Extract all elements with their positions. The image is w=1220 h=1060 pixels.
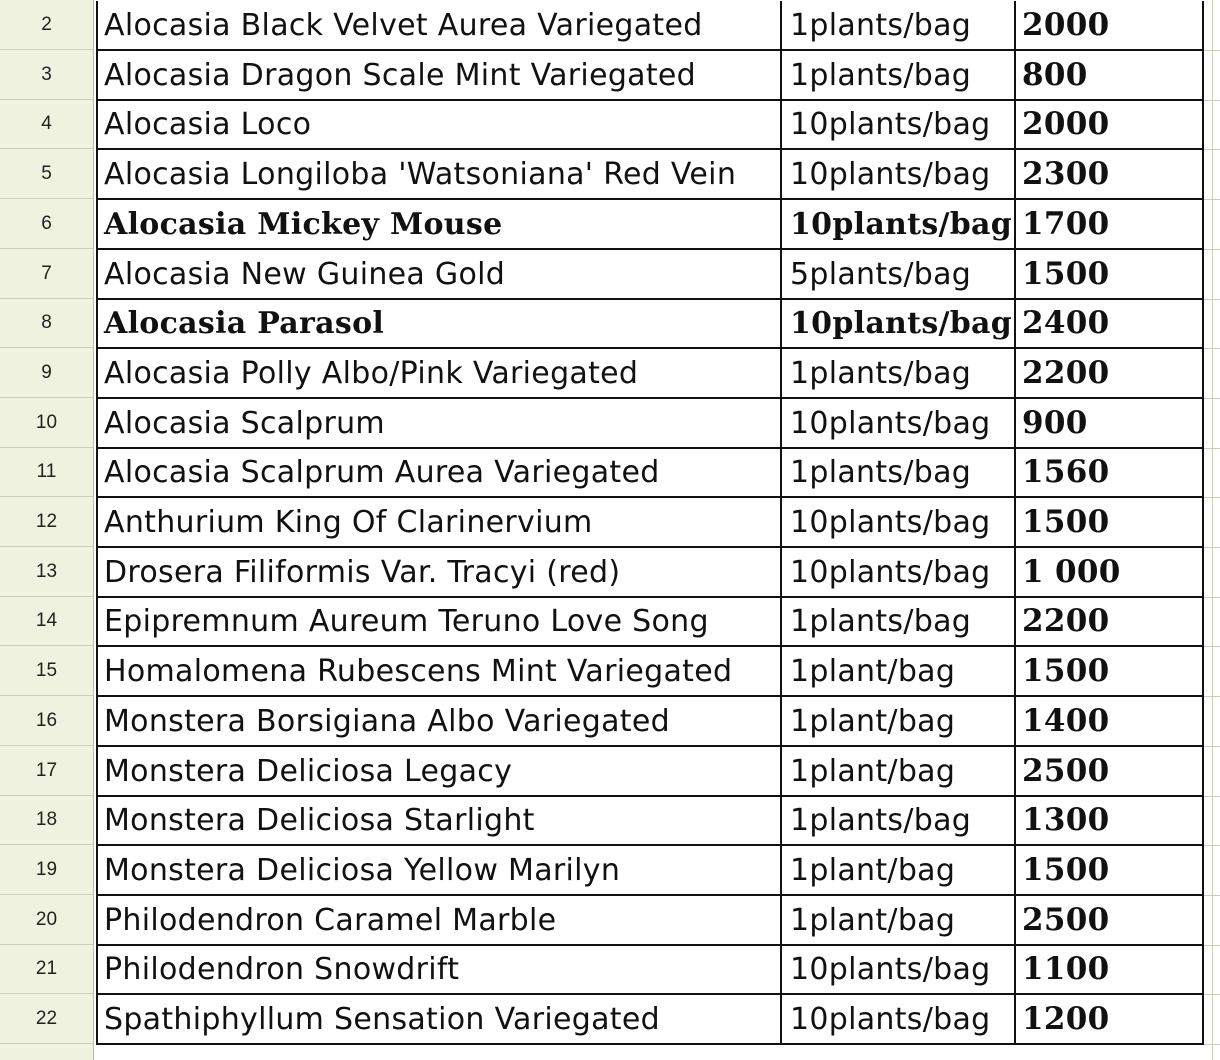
- table-row: [96, 747, 1204, 797]
- price-cell[interactable]: 2500: [1016, 747, 1204, 797]
- price-cell[interactable]: 1500: [1016, 846, 1204, 896]
- table-row: [96, 250, 1204, 300]
- row-number[interactable]: 20: [0, 896, 93, 945]
- table-row: [96, 448, 1204, 498]
- price-cell[interactable]: 2200: [1016, 349, 1204, 399]
- table-row: [96, 597, 1204, 647]
- quantity-cell[interactable]: 1plant/bag: [782, 747, 1016, 797]
- quantity-cell[interactable]: 10plants/bag: [782, 498, 1016, 548]
- row-number[interactable]: 6: [0, 200, 93, 249]
- plant-name-cell[interactable]: Monstera Deliciosa Yellow Marilyn: [96, 846, 782, 896]
- quantity-cell[interactable]: 10plants/bag: [782, 200, 1016, 250]
- price-cell[interactable]: 2500: [1016, 896, 1204, 946]
- plant-name-cell[interactable]: Alocasia Longiloba 'Watsoniana' Red Vein: [96, 150, 782, 200]
- row-number[interactable]: 8: [0, 299, 93, 348]
- plant-name-cell[interactable]: Alocasia Black Velvet Aurea Variegated: [96, 1, 782, 51]
- row-number[interactable]: 13: [0, 548, 93, 597]
- row-number[interactable]: 5: [0, 150, 93, 199]
- quantity-cell[interactable]: 1plants/bag: [782, 51, 1016, 101]
- row-number[interactable]: 22: [0, 995, 93, 1044]
- row-number[interactable]: 17: [0, 747, 93, 796]
- table-row: [96, 51, 1204, 101]
- price-cell[interactable]: 1100: [1016, 945, 1204, 995]
- table-row: [96, 697, 1204, 747]
- price-cell[interactable]: 900: [1016, 399, 1204, 449]
- price-cell[interactable]: 1400: [1016, 697, 1204, 747]
- price-cell[interactable]: 2300: [1016, 150, 1204, 200]
- row-number[interactable]: 16: [0, 697, 93, 746]
- plant-name-cell[interactable]: Alocasia Scalprum Aurea Variegated: [96, 448, 782, 498]
- quantity-cell[interactable]: 1plants/bag: [782, 597, 1016, 647]
- quantity-cell[interactable]: 10plants/bag: [782, 548, 1016, 598]
- plant-name-cell[interactable]: Alocasia Mickey Mouse: [96, 200, 782, 250]
- price-cell[interactable]: 1560: [1016, 448, 1204, 498]
- price-cell[interactable]: 2000: [1016, 100, 1204, 150]
- plant-name-cell[interactable]: Monstera Deliciosa Starlight: [96, 796, 782, 846]
- table-row: [96, 349, 1204, 399]
- row-header-column: [0, 0, 94, 1060]
- row-number[interactable]: 18: [0, 796, 93, 845]
- price-cell[interactable]: 1500: [1016, 498, 1204, 548]
- table-row: [96, 150, 1204, 200]
- price-cell[interactable]: 1500: [1016, 250, 1204, 300]
- row-number[interactable]: 15: [0, 647, 93, 696]
- table-row: [96, 846, 1204, 896]
- table-row: [96, 896, 1204, 946]
- quantity-cell[interactable]: 10plants/bag: [782, 100, 1016, 150]
- plant-name-cell[interactable]: Alocasia New Guinea Gold: [96, 250, 782, 300]
- quantity-cell[interactable]: 1plant/bag: [782, 647, 1016, 697]
- table-row: [96, 299, 1204, 349]
- quantity-cell[interactable]: 10plants/bag: [782, 150, 1016, 200]
- row-number[interactable]: 10: [0, 399, 93, 448]
- plant-name-cell[interactable]: Anthurium King Of Clarinervium: [96, 498, 782, 548]
- price-cell[interactable]: 2200: [1016, 597, 1204, 647]
- quantity-cell[interactable]: 1plant/bag: [782, 697, 1016, 747]
- row-number[interactable]: 4: [0, 100, 93, 149]
- price-cell[interactable]: 2400: [1016, 299, 1204, 349]
- row-number[interactable]: 7: [0, 250, 93, 299]
- plant-name-cell[interactable]: Epipremnum Aureum Teruno Love Song: [96, 597, 782, 647]
- plant-name-cell[interactable]: Alocasia Parasol: [96, 299, 782, 349]
- quantity-cell[interactable]: 5plants/bag: [782, 250, 1016, 300]
- cell-grid: [96, 0, 1204, 1060]
- table-row: [96, 647, 1204, 697]
- quantity-cell[interactable]: 10plants/bag: [782, 945, 1016, 995]
- plant-name-cell[interactable]: Philodendron Snowdrift: [96, 945, 782, 995]
- plant-name-cell[interactable]: Alocasia Polly Albo/Pink Variegated: [96, 349, 782, 399]
- table-row: [96, 796, 1204, 846]
- row-number[interactable]: 21: [0, 945, 93, 994]
- plant-name-cell[interactable]: Alocasia Scalprum: [96, 399, 782, 449]
- plant-name-cell[interactable]: Monstera Borsigiana Albo Variegated: [96, 697, 782, 747]
- table-row: [96, 1, 1204, 51]
- plant-name-cell[interactable]: Alocasia Loco: [96, 100, 782, 150]
- quantity-cell[interactable]: 10plants/bag: [782, 299, 1016, 349]
- price-cell[interactable]: 1700: [1016, 200, 1204, 250]
- row-number[interactable]: 14: [0, 597, 93, 646]
- plant-name-cell[interactable]: Alocasia Dragon Scale Mint Variegated: [96, 51, 782, 101]
- quantity-cell[interactable]: 1plants/bag: [782, 349, 1016, 399]
- row-number[interactable]: 9: [0, 349, 93, 398]
- quantity-cell[interactable]: 1plant/bag: [782, 846, 1016, 896]
- price-cell[interactable]: 800: [1016, 51, 1204, 101]
- price-cell[interactable]: 1200: [1016, 995, 1204, 1045]
- quantity-cell[interactable]: 1plants/bag: [782, 448, 1016, 498]
- table-row: [96, 100, 1204, 150]
- table-row: [96, 995, 1204, 1045]
- table-row: [96, 498, 1204, 548]
- plant-name-cell[interactable]: Philodendron Caramel Marble: [96, 896, 782, 946]
- price-cell[interactable]: 1300: [1016, 796, 1204, 846]
- quantity-cell[interactable]: 10plants/bag: [782, 399, 1016, 449]
- row-number[interactable]: 11: [0, 448, 93, 497]
- row-number[interactable]: 19: [0, 846, 93, 895]
- quantity-cell[interactable]: 1plants/bag: [782, 1, 1016, 51]
- row-number[interactable]: 12: [0, 498, 93, 547]
- table-row: [96, 945, 1204, 995]
- price-cell[interactable]: 2000: [1016, 1, 1204, 51]
- plant-name-cell[interactable]: Spathiphyllum Sensation Variegated: [96, 995, 782, 1045]
- column-divider: [1212, 0, 1213, 1060]
- table-row: [96, 200, 1204, 250]
- quantity-cell[interactable]: 1plants/bag: [782, 796, 1016, 846]
- price-cell[interactable]: 1 000: [1016, 548, 1204, 598]
- plant-name-cell[interactable]: Monstera Deliciosa Legacy: [96, 747, 782, 797]
- row-number[interactable]: 2: [0, 1, 93, 50]
- plant-name-cell[interactable]: Drosera Filiformis Var. Tracyi (red): [96, 548, 782, 598]
- quantity-cell[interactable]: 1plant/bag: [782, 896, 1016, 946]
- plant-name-cell[interactable]: Homalomena Rubescens Mint Variegated: [96, 647, 782, 697]
- table-row: [96, 399, 1204, 449]
- table-row: [96, 548, 1204, 598]
- quantity-cell[interactable]: 10plants/bag: [782, 995, 1016, 1045]
- row-number[interactable]: 3: [0, 51, 93, 100]
- price-cell[interactable]: 1500: [1016, 647, 1204, 697]
